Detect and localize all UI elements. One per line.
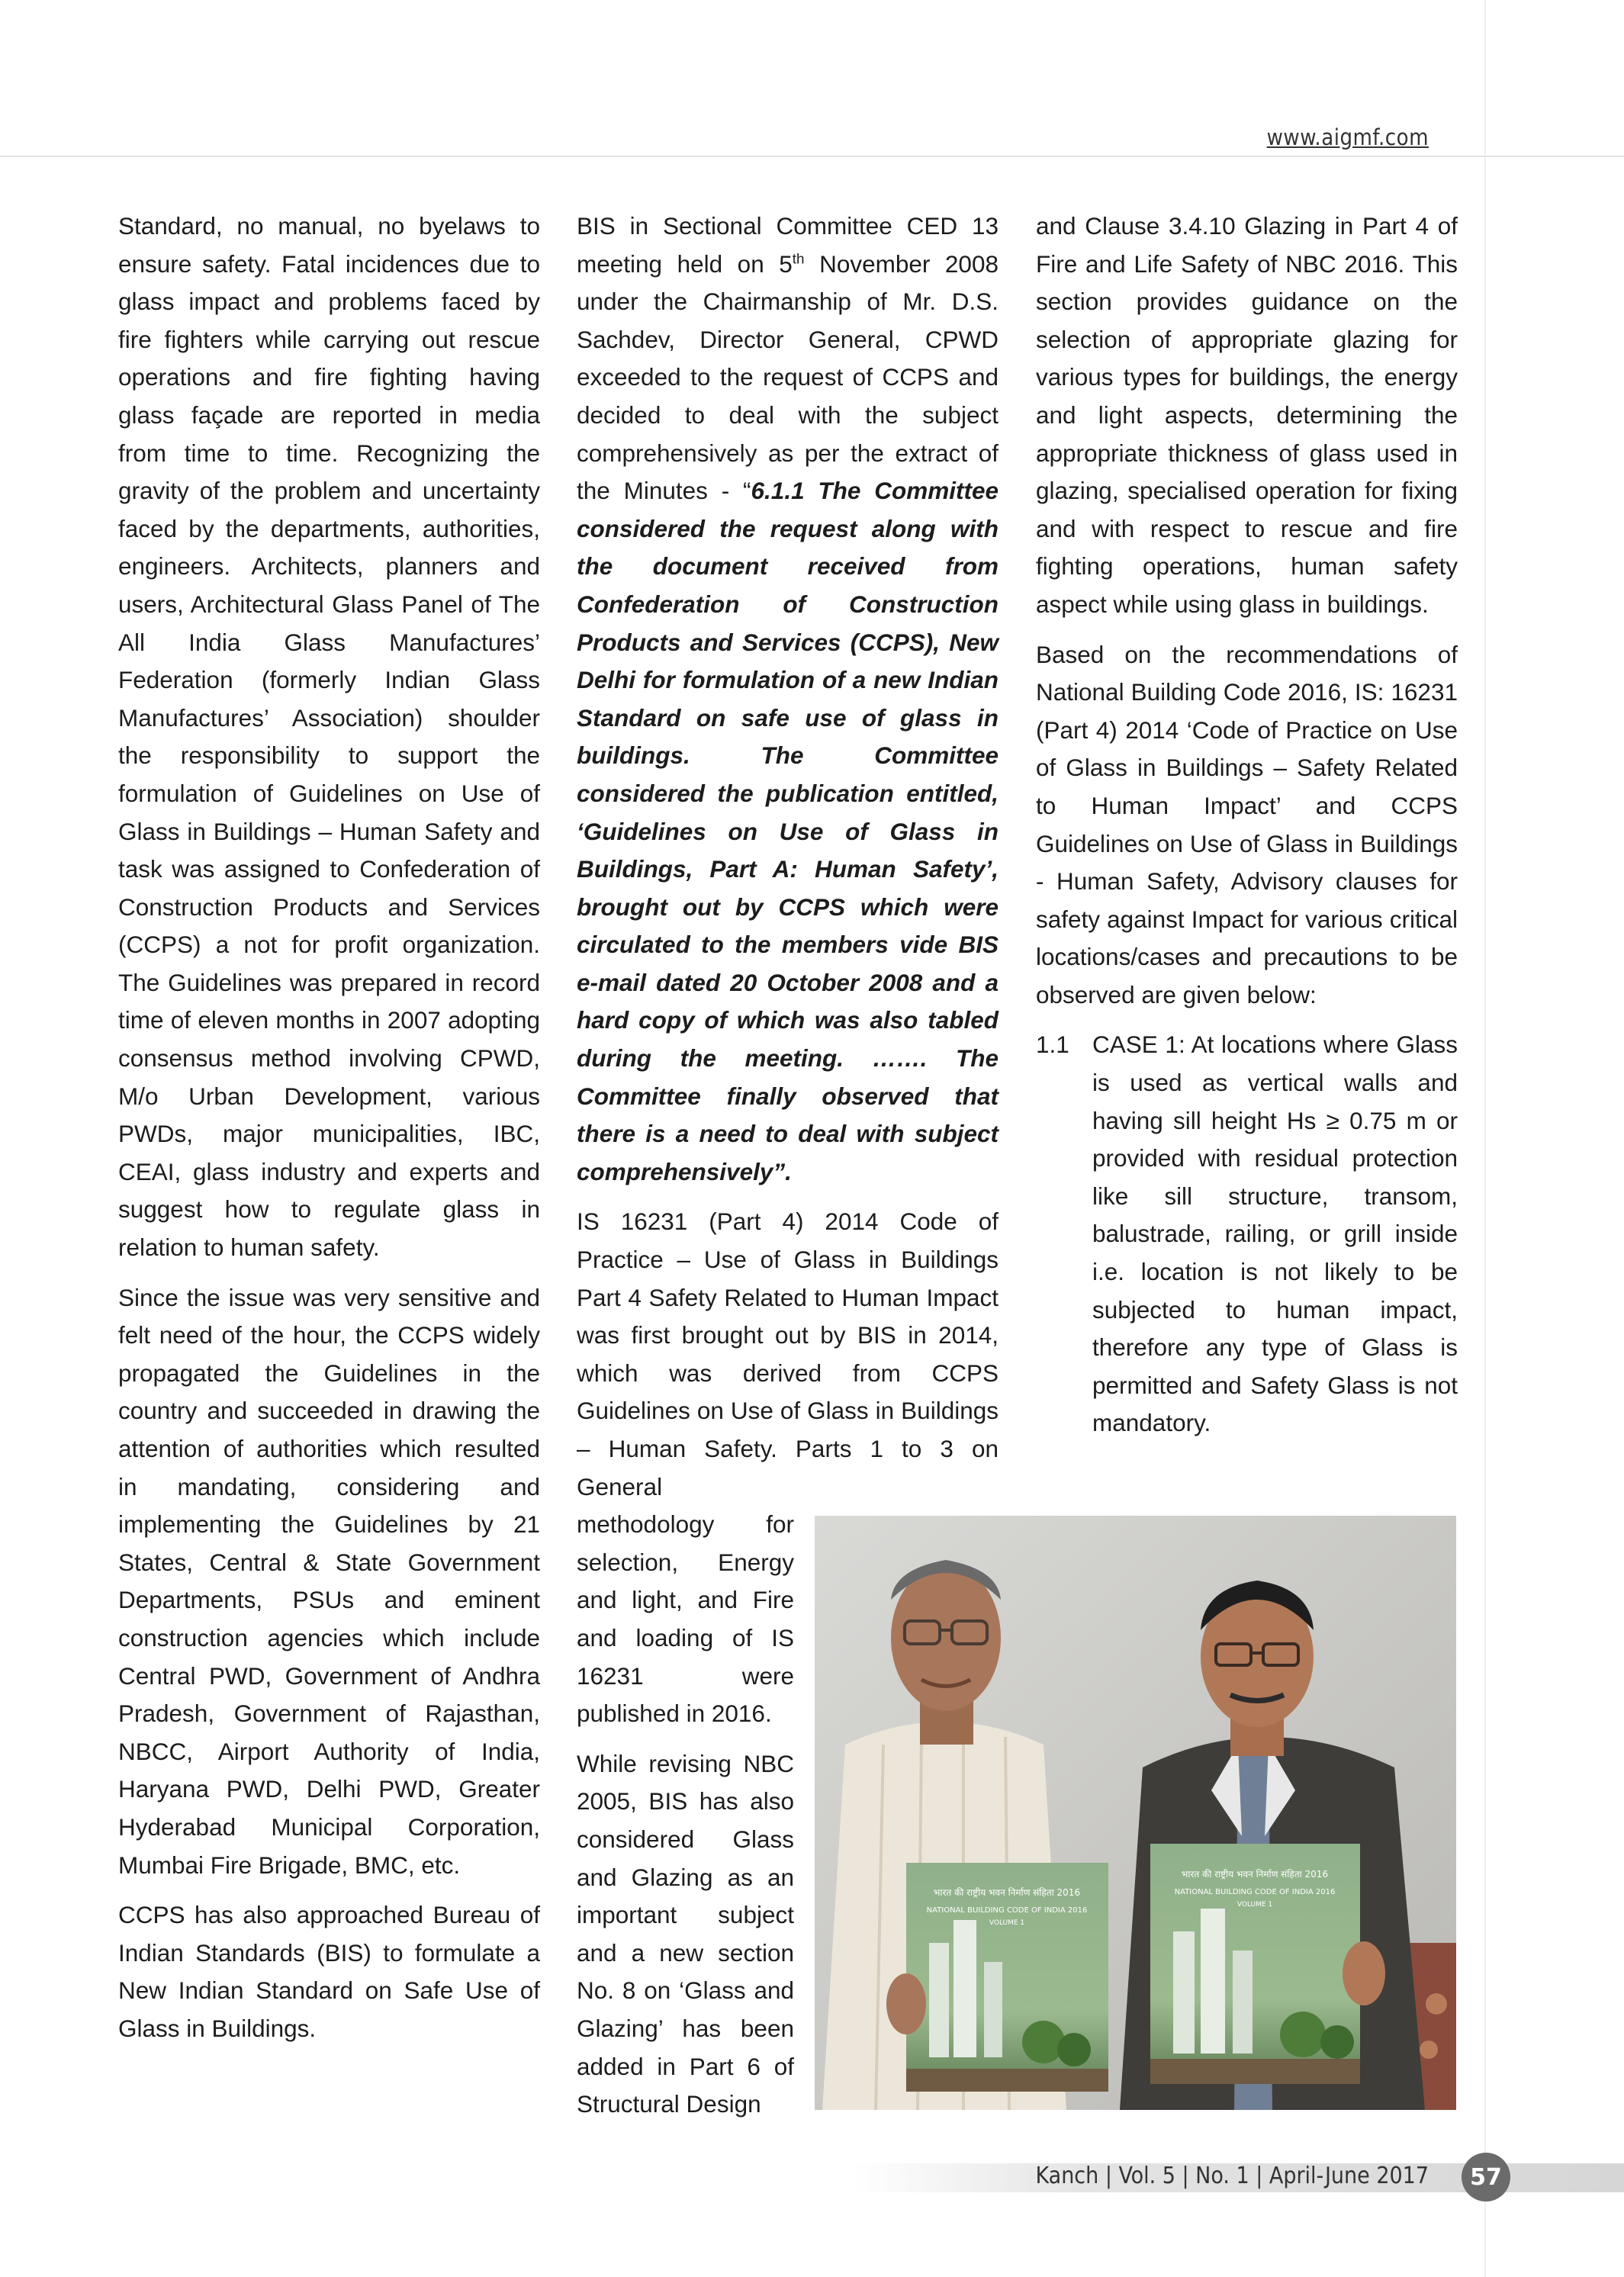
column2-narrow-block (577, 1506, 794, 2124)
book-left (886, 1863, 1108, 2092)
photo-illustration (815, 1516, 1456, 2110)
column1-paragraph-1: Standard, no manual, no byelaws to ensure safety. Fatal incidences due to glass impact and problems faced by fire fighters while carrying out rescue operations and fire fighting having glass façade are reported in media from time to time. Recognizing the gravity of the problem and uncertainty faced by the departments, authorities, engineers. Architects, planners and users, Architectural Glass Panel of The All India Glass Manufactures’ Federation (formerly Indian Glass Manufactures’ Association) shoulder the responsibility to support the formulation of Guidelines on Use of Glass in Buildings – Human Safety and task was assigned to Confederation of Construction Products and Services (CCPS) a not for profit organization. The Guidelines was prepared in record time of eleven months in 2007 adopting consensus method involving CPWD, M/o Urban Development, various PWDs, major municipalities, IBC, CEAI, glass industry and experts and suggest how to regulate glass in relation to human safety. (118, 212, 540, 1262)
photo-book-release (815, 1516, 1456, 2110)
minutes-quote: 6.1.1 The Committee considered the request along with the document received from Confederation of Construction Products and Services (CCPS), New Delhi for formulation of a new Indian Standard on safe use of glass in buildings. The Committee considered the publication entitled, ‘Guidelines on Use of Glass in Buildings, Part A: Human Safety’, brought out by CCPS which were circulated to the members vide BIS e-mail dated 20 October 2008 and a hard copy of which was also tabled during the meeting. ……. The Committee finally observed that there is a need to deal with subject comprehensively”. (577, 477, 999, 1185)
header-rule (0, 156, 1624, 157)
column2-paragraph-1-text: BIS in Sectional Committee CED 13 meeting held on 5 (577, 212, 999, 278)
book-right-volume: VOLUME 1 (1236, 1901, 1273, 1909)
article-column-1 (118, 207, 540, 2060)
column1-paragraph-2: Since the issue was very sensitive and felt need of the hour, the CCPS widely propagated the Guidelines in the country and succeeded in drawing the attention of authorities which resulted in mandating, considering and implementing the Guidelines by 21 States, Central & State Government Departments, PSUs and eminent construction agencies which include Central PWD, Government of Andhra Pradesh, Government of Rajasthan, NBCC, Airport Authority of India, Haryana PWD, Delhi PWD, Greater Hyderabad Municipal Corporation, Mumbai Fire Brigade, BMC, etc. (118, 1283, 540, 1879)
ordinal-superscript: th (792, 251, 805, 268)
column2-paragraph-2: IS 16231 (Part 4) 2014 Code of Practice – Use of Glass in Buildings Part 4 Safety Related to Human Impact was first brought out by BIS in 2014, which was derived from CCPS Guidelines on Use of Glass in Buildings – Human Safety. Parts 1 to 3 on General (577, 1208, 999, 1500)
header-url-link[interactable]: www.aigmf.com (1266, 124, 1429, 150)
book-right (1150, 1844, 1385, 2084)
column1-paragraph-3: CCPS has also approached Bureau of Indian Standards (BIS) to formulate a New Indian Standard on Safe Use of Glass in Buildings. (118, 1901, 540, 2042)
column2-paragraph-1 (577, 207, 999, 1191)
case-1-number: 1.1 (1036, 1031, 1069, 1059)
book-left-title: NATIONAL BUILDING CODE OF INDIA 2016 (926, 1906, 1088, 1915)
column2-paragraph-1-text-cont: November 2008 under the Chairmanship of Mr. D.S. Sachdev, Director General, CPWD exceeded to the request of CCPS and decided to deal with the subject comprehensively as per the extract of the Minutes - “ (577, 249, 999, 505)
case-1-text: CASE 1: At locations where Glass is used as vertical walls and having sill height Hs ≥ 0.75 m or provided with residual protection like sill structure, transom, balustrade, railing, or grill inside i.e. location is not likely to be subjected to human impact, therefore any type of Glass is permitted and Safety Glass is not mandatory. (1092, 1031, 1458, 1437)
column2-paragraph-3: While revising NBC 2005, BIS has also considered Glass and Glazing as an important subject and a new section No. 8 on ‘Glass and Glazing’ has been added in Part 6 of Structural Design (577, 1749, 794, 2118)
article-column-3 (1036, 207, 1458, 1442)
page-number-badge: 57 (1462, 2153, 1510, 2201)
book-left-volume: VOLUME 1 (989, 1919, 1025, 1927)
column2-paragraph-2-cont: methodology for selection, Energy and light, and Fire and loading of IS 16231 were published in 2016. (577, 1510, 794, 1728)
column3-paragraph-2: Based on the recommendations of National Building Code 2016, IS: 16231 (Part 4) 2014 ‘Code of Practice on Use of Glass in Buildings – Safety Related to Human Impact’ and CCPS Guidelines on Use of Glass in Buildings - Human Safety, Advisory clauses for safety against Impact for various critical locations/cases and precautions to be observed are given below: (1036, 640, 1458, 1008)
case-1-item (1036, 1026, 1458, 1442)
column3-paragraph-1: and Clause 3.4.10 Glazing in Part 4 of Fire and Life Safety of NBC 2016. This section provides guidance on the selection of appropriate glazing for various types for buildings, the energy and light aspects, determining the appropriate thickness of glass used in glazing, specialised operation for fixing and with respect to rescue and fire fighting operations, human safety aspect while using glass in buildings. (1036, 212, 1458, 618)
book-left-hindi-title: भारत की राष्ट्रीय भवन निर्माण संहिता 2016 (933, 1887, 1081, 1898)
book-right-title: NATIONAL BUILDING CODE OF INDIA 2016 (1174, 1888, 1336, 1896)
book-right-hindi-title: भारत की राष्ट्रीय भवन निर्माण संहिता 2016 (1181, 1869, 1329, 1880)
footer-publication: Kanch | Vol. 5 | No. 1 | April-June 2017 (1035, 2163, 1429, 2189)
page-edge-rule (1484, 0, 1486, 2277)
